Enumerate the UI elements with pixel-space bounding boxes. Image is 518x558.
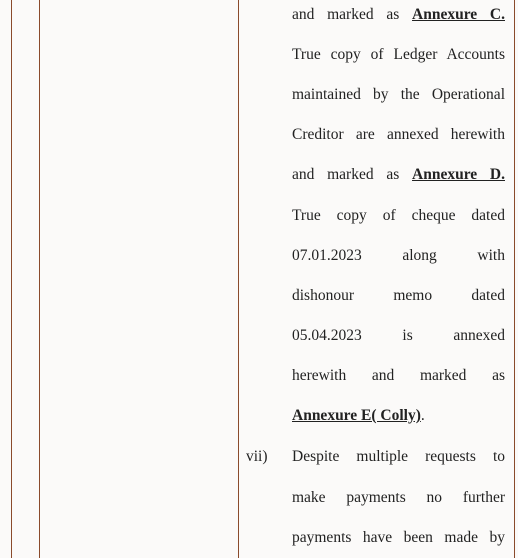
table-border-right bbox=[514, 0, 515, 558]
text-line-11: Annexure E( Colly). bbox=[292, 407, 425, 424]
text-line-2: True copy of Ledger Accounts bbox=[292, 46, 505, 63]
text-line-1: and marked as Annexure C. bbox=[292, 6, 505, 23]
annexure-e-link: Annexure E( Colly) bbox=[292, 407, 421, 424]
item-marker-vii: vii) bbox=[246, 448, 268, 465]
table-column-divider-1 bbox=[39, 0, 40, 558]
text-line-8: dishonour memo dated bbox=[292, 287, 505, 304]
text-line-12: Despite multiple requests to bbox=[292, 448, 505, 465]
text-line-13: make payments no further bbox=[292, 489, 505, 506]
table-border-left bbox=[11, 0, 12, 558]
text-line-5: and marked as Annexure D. bbox=[292, 166, 505, 183]
text-line-9: 05.04.2023 is annexed bbox=[292, 327, 505, 344]
text-line-4: Creditor are annexed herewith bbox=[292, 126, 505, 143]
annexure-c-link: Annexure C. bbox=[412, 6, 505, 23]
text-line-10: herewith and marked as bbox=[292, 367, 505, 384]
annexure-d-link: Annexure D. bbox=[412, 166, 505, 183]
text-line-3: maintained by the Operational bbox=[292, 86, 505, 103]
table-column-divider-2 bbox=[238, 0, 239, 558]
text-line-6: True copy of cheque dated bbox=[292, 207, 505, 224]
text-line-7: 07.01.2023 along with bbox=[292, 247, 505, 264]
text-line-14: payments have been made by bbox=[292, 529, 505, 546]
